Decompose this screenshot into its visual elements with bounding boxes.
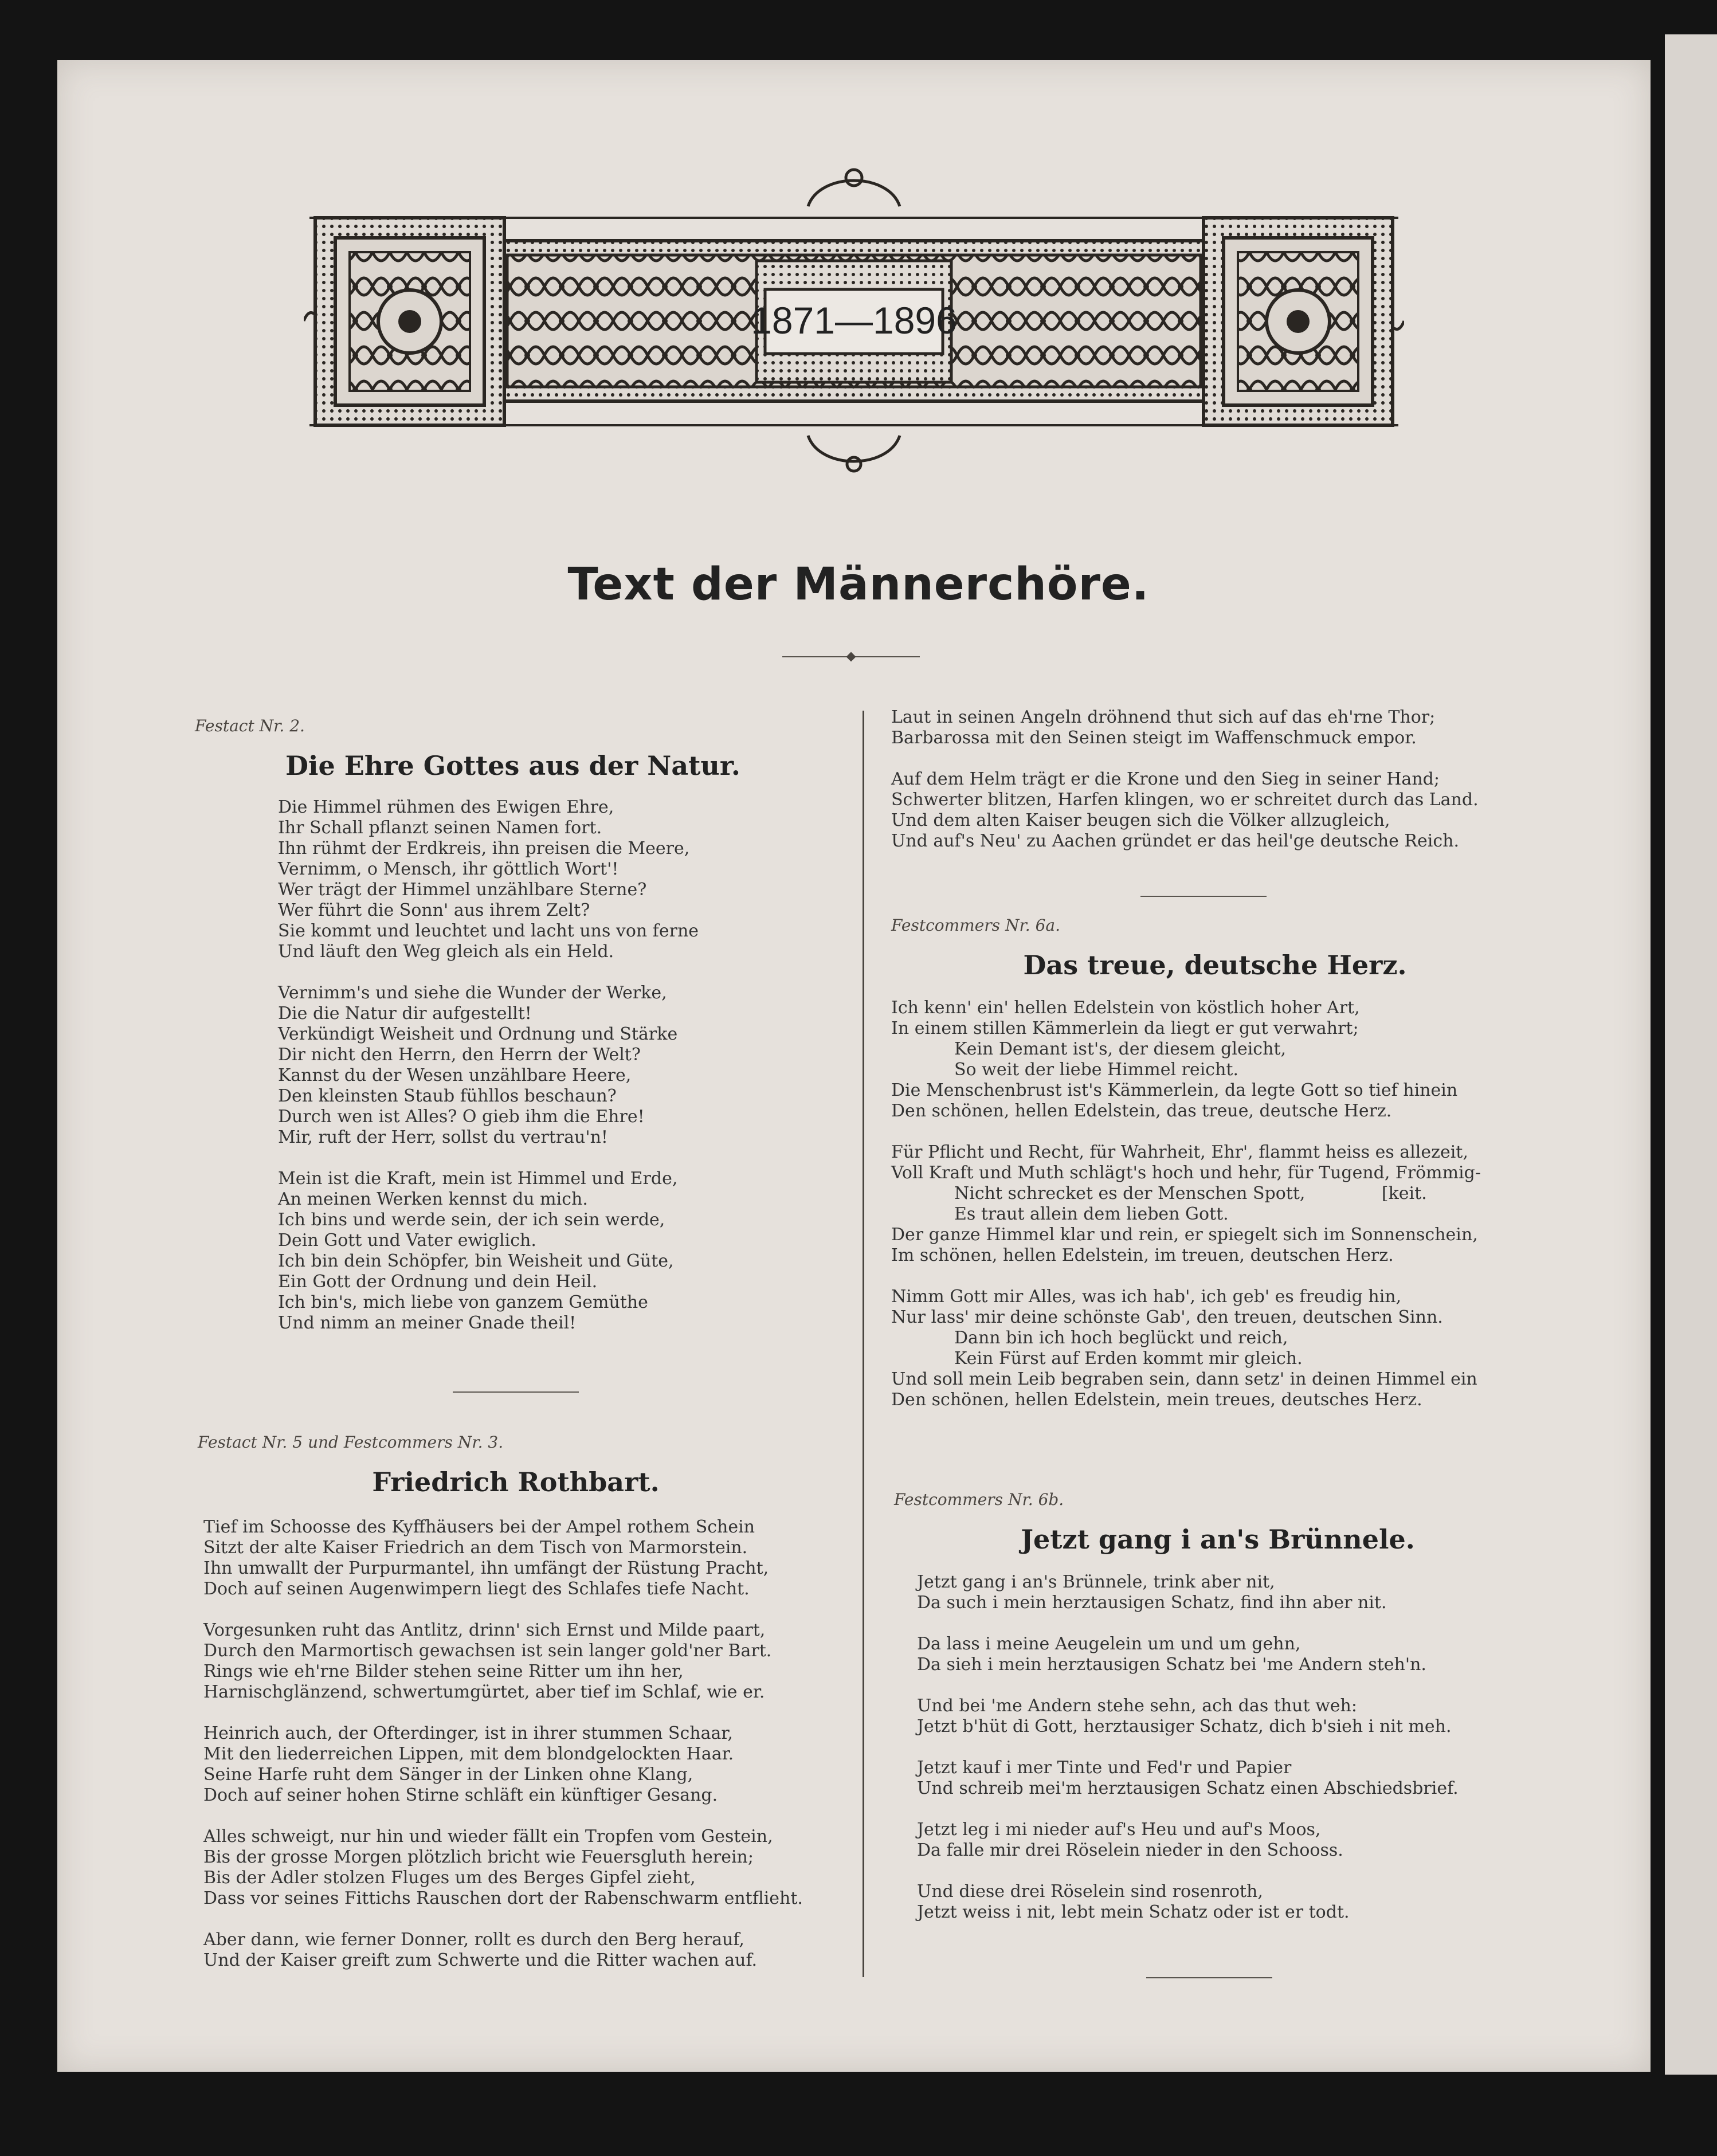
verse-line: Bis der Adler stolzen Fluges um des Berges Gipfel zieht, [203, 1868, 696, 1888]
verse-line: Vernimm's und siehe die Wunder der Werke, [278, 983, 667, 1003]
verse-line: Nur lass' mir deine schönste Gab', den treuen, deutschen Sinn. [891, 1307, 1443, 1327]
verse-line: Da lass i meine Aeugelein um und um gehn, [917, 1634, 1301, 1654]
verse-line: Jetzt weiss i nit, lebt mein Schatz oder ist er todt. [917, 1902, 1350, 1922]
verse-line: Und läuft den Weg gleich als ein Held. [278, 942, 614, 962]
section-rule [1146, 1977, 1272, 1978]
banner-years: 1871—1896 [751, 299, 957, 342]
verse-line: Kannst du der Wesen unzählbare Heere, [278, 1065, 632, 1085]
verse-line: Und der Kaiser greift zum Schwerte und die Ritter wachen auf. [203, 1950, 758, 1970]
stanza [203, 1723, 834, 1806]
verse-line: Bis der grosse Morgen plötzlich bricht wie Feuersgluth herein; [203, 1847, 754, 1867]
verse-line: Alles schweigt, nur hin und wieder fällt ein Tropfen vom Gestein, [203, 1826, 773, 1847]
verse-line: Die Himmel rühmen des Ewigen Ehre, [278, 797, 614, 817]
verse-line: Durch den Marmortisch gewachsen ist sein langer gold'ner Bart. [203, 1641, 772, 1661]
verse-line: Mit den liederreichen Lippen, mit dem blondgelockten Haar. [203, 1744, 734, 1764]
verse-line: Und bei 'me Andern stehe sehn, ach das thut weh: [917, 1696, 1357, 1716]
stanza [278, 1169, 831, 1334]
section-ehre-gottes [195, 716, 831, 1334]
verse-line: Ich bin's, mich liebe von ganzem Gemüthe [278, 1292, 648, 1312]
verse-line: In einem stillen Kämmerlein da liegt er gut verwahrt; [891, 1018, 1359, 1038]
verse-line: Und diese drei Röselein sind rosenroth, [917, 1881, 1263, 1902]
verse-line: Und schreib mei'm herztausigen Schatz einen Abschiedsbrief. [917, 1778, 1459, 1798]
verse-line: Und soll mein Leib begraben sein, dann setz' in deinen Himmel ein [891, 1369, 1477, 1389]
section-reference: Festact Nr. 2. [195, 716, 305, 735]
verse-line: Kein Fürst auf Erden kommt mir gleich. [954, 1349, 1303, 1369]
stanza [917, 1758, 1542, 1799]
stanza [891, 769, 1539, 852]
ornamental-banner [304, 166, 1404, 476]
verse-line: Dann bin ich hoch beglückt und reich, [954, 1328, 1288, 1348]
verse-line: Der ganze Himmel klar und rein, er spiegelt sich im Sonnenschein, [891, 1225, 1478, 1245]
stanza [917, 1696, 1542, 1737]
verse-line: Kein Demant ist's, der diesem gleicht, [954, 1039, 1287, 1059]
verse-line: Es traut allein dem lieben Gott. [954, 1204, 1229, 1224]
section-reference: Festcommers Nr. 6a. [891, 916, 1060, 935]
verse-line: Den schönen, hellen Edelstein, das treue, deutsche Herz. [891, 1101, 1392, 1121]
verse-line: Vorgesunken ruht das Antlitz, drinn' sich Ernst und Milde paart, [203, 1620, 766, 1640]
stanza [891, 707, 1539, 748]
verse-line: Ihn umwallt der Purpurmantel, ihn umfängt der Rüstung Pracht, [203, 1558, 769, 1578]
verse-line: Laut in seinen Angeln dröhnend thut sich auf das eh'rne Thor; [891, 707, 1436, 727]
verse-line: Harnischglänzend, schwertumgürtet, aber tief im Schlaf, wie er. [203, 1682, 765, 1702]
section-rule [453, 1391, 579, 1393]
verse-line: Vernimm, o Mensch, ihr göttlich Wort'! [278, 859, 619, 879]
verse-line: Ein Gott der Ordnung und dein Heil. [278, 1272, 598, 1292]
verse-line: Ich kenn' ein' hellen Edelstein von köstlich hoher Art, [891, 998, 1360, 1018]
verse-line: Nimm Gott mir Alles, was ich hab', ich geb' es freudig hin, [891, 1287, 1402, 1307]
section-reference: Festcommers Nr. 6b. [894, 1490, 1064, 1509]
verse-line: Den kleinsten Staub fühllos beschaun? [278, 1086, 617, 1106]
verse-line: Da sieh i mein herztausigen Schatz bei 'me Andern steh'n. [917, 1655, 1426, 1675]
verse-line: An meinen Werken kennst du mich. [278, 1189, 588, 1209]
page-title: Text der Männerchöre. [567, 559, 1150, 610]
verse-line: Ihn rühmt der Erdkreis, ihn preisen die Meere, [278, 838, 690, 859]
verse-line: Die Menschenbrust ist's Kämmerlein, da legte Gott so tief hinein [891, 1080, 1458, 1100]
stanza [278, 797, 831, 962]
verse-line: Seine Harfe ruht dem Sänger in der Linken ohne Klang, [203, 1765, 693, 1785]
stanza [203, 1620, 834, 1703]
verse-line: Dass vor seines Fittichs Rauschen dort der Rabenschwarm entflieht. [203, 1888, 803, 1908]
verse-line: Doch auf seiner hohen Stirne schläft ein künftiger Gesang. [203, 1785, 718, 1805]
verse-line: Durch wen ist Alles? O gieb ihm die Ehre! [278, 1107, 645, 1127]
stanza [203, 1517, 834, 1600]
verse-line: Da falle mir drei Röselein nieder in den Schooss. [917, 1840, 1343, 1860]
verse-line: Sie kommt und leuchtet und lacht uns von ferne [278, 921, 699, 941]
stanza [917, 1572, 1542, 1613]
section-rule [1140, 896, 1267, 897]
verse-line: Jetzt leg i mi nieder auf's Heu und auf's Moos, [917, 1820, 1321, 1840]
stanza [917, 1881, 1542, 1923]
verse-line: Aber dann, wie ferner Donner, rollt es durch den Berg herauf, [203, 1930, 744, 1950]
column-divider [863, 711, 864, 1977]
stanza [891, 1287, 1539, 1410]
verse-line: Ich bin dein Schöpfer, bin Weisheit und Güte, [278, 1251, 674, 1271]
verse-line: Mir, ruft der Herr, sollst du vertrau'n! [278, 1127, 608, 1147]
verse-line: Wer führt die Sonn' aus ihrem Zelt? [278, 900, 590, 920]
verse-line: Nicht schrecket es der Menschen Spott, [keit. [954, 1183, 1427, 1204]
verse-line: Tief im Schoosse des Kyffhäusers bei der Ampel rothem Schein [203, 1517, 755, 1537]
verse-line: Rings wie eh'rne Bilder stehen seine Ritter um ihn her, [203, 1661, 684, 1681]
section-bruennele [894, 1490, 1542, 1923]
verse-line: Den schönen, hellen Edelstein, mein treues, deutsches Herz. [891, 1390, 1422, 1410]
stanza [278, 983, 831, 1148]
section-title: Friedrich Rothbart. [372, 1467, 660, 1498]
verse-line: Voll Kraft und Muth schlägt's hoch und hehr, für Tugend, Frömmig- [891, 1163, 1481, 1183]
verse-line: Dir nicht den Herrn, den Herrn der Welt? [278, 1045, 641, 1065]
verse-line: Sitzt der alte Kaiser Friedrich an dem Tisch von Marmorstein. [203, 1538, 748, 1558]
verse-line: Doch auf seinen Augenwimpern liegt des Schlafes tiefe Nacht. [203, 1579, 750, 1599]
stanza [203, 1826, 834, 1909]
verse-line: Im schönen, hellen Edelstein, im treuen, deutschen Herz. [891, 1245, 1394, 1265]
verse-line: Mein ist die Kraft, mein ist Himmel und Erde, [278, 1169, 678, 1189]
section-reference: Festact Nr. 5 und Festcommers Nr. 3. [198, 1433, 504, 1452]
section-title: Jetzt gang i an's Brünnele. [1021, 1524, 1415, 1555]
verse-line: Und auf's Neu' zu Aachen gründet er das heil'ge deutsche Reich. [891, 831, 1460, 851]
verse-line: Und nimm an meiner Gnade theil! [278, 1313, 577, 1333]
verse-line: Jetzt gang i an's Brünnele, trink aber nit, [917, 1572, 1275, 1592]
facing-page-edge [1665, 34, 1717, 2075]
verse-line: Verkündigt Weisheit und Ordnung und Stärke [278, 1024, 678, 1044]
stanza [891, 1142, 1539, 1266]
verse-line: Wer trägt der Himmel unzählbare Sterne? [278, 880, 647, 900]
stanza [891, 998, 1539, 1122]
verse-line: Und dem alten Kaiser beugen sich die Völker allzugleich, [891, 810, 1390, 830]
verse-line: Da such i mein herztausigen Schatz, find ihn aber nit. [917, 1593, 1387, 1613]
verse-line: Heinrich auch, der Ofterdinger, ist in ihrer stummen Schaar, [203, 1723, 733, 1743]
verse-line: Ich bins und werde sein, der ich sein werde, [278, 1210, 665, 1230]
section-rothbart-continued [891, 707, 1539, 852]
section-friedrich-rothbart [198, 1433, 834, 1971]
verse-line: Die die Natur dir aufgestellt! [278, 1003, 532, 1024]
section-title: Die Ehre Gottes aus der Natur. [285, 750, 740, 781]
section-treue-deutsche-herz [891, 916, 1539, 1410]
verse-line: Dein Gott und Vater ewiglich. [278, 1230, 536, 1251]
verse-line: Schwerter blitzen, Harfen klingen, wo er schreitet durch das Land. [891, 790, 1479, 810]
verse-line: Für Pflicht und Recht, für Wahrheit, Ehr', flammt heiss es allezeit, [891, 1142, 1468, 1162]
section-title: Das treue, deutsche Herz. [1023, 950, 1407, 981]
verse-line: Jetzt b'hüt di Gott, herztausiger Schatz, dich b'sieh i nit meh. [917, 1716, 1452, 1736]
stanza [917, 1634, 1542, 1675]
verse-line: Auf dem Helm trägt er die Krone und den Sieg in seiner Hand; [891, 769, 1440, 789]
verse-line: Jetzt kauf i mer Tinte und Fed'r und Papier [917, 1758, 1292, 1778]
stanza [917, 1820, 1542, 1861]
verse-line: So weit der liebe Himmel reicht. [954, 1060, 1238, 1080]
verse-line: Ihr Schall pflanzt seinen Namen fort. [278, 818, 602, 838]
verse-line: Barbarossa mit den Seinen steigt im Waffenschmuck empor. [891, 728, 1417, 748]
stanza [203, 1930, 834, 1971]
